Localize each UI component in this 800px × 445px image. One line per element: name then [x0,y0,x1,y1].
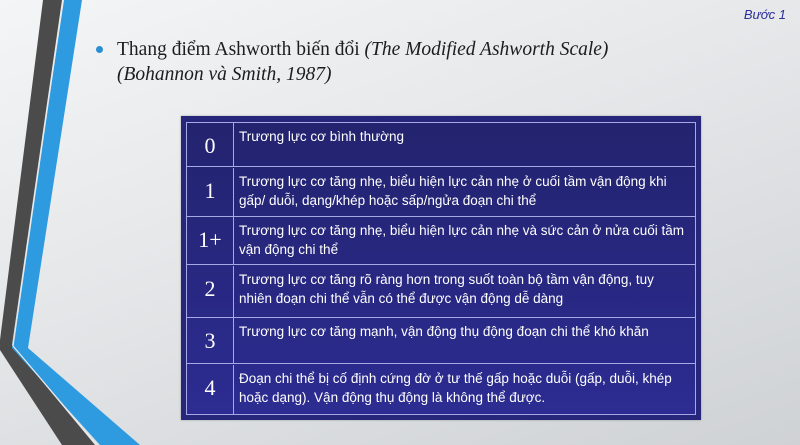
heading-citation: (Bohannon và Smith, 1987) [117,64,332,85]
heading-line-1 [96,37,696,62]
score-cell: 4 [187,365,234,415]
ashworth-scale-table [181,116,701,420]
table-inner [186,122,696,415]
heading-line-2 [96,62,696,87]
score-cell: 2 [187,266,234,317]
slide-heading [96,37,696,87]
description-cell: Trương lực cơ tăng nhẹ, biểu hiện lực cản nhẹ và sức cản ở nửa cuối tầm vận động chi thể [239,223,684,257]
table-row [187,123,695,167]
table-row [187,365,695,415]
score-cell: 3 [187,318,234,363]
description-cell: Trương lực cơ tăng nhẹ, biểu hiện lực cản nhẹ ở cuối tầm vận động khi gấp/ duỗi, dạng/khép hoặc sấp/ngửa đoạn chi thể [239,173,667,208]
table-row [187,168,695,217]
table-row [187,266,695,318]
description-cell: Đoạn chi thể bị cố định cứng đờ ở tư thế gấp hoặc duỗi (gấp, duỗi, khép hoặc dạng). Vận động thụ động là không thể được. [239,370,672,405]
description-cell: Trương lực cơ tăng mạnh, vận động thụ động đoạn chi thể khó khăn [239,324,649,339]
description-cell: Trương lực cơ tăng rõ ràng hơn trong suốt toàn bộ tầm vận động, tuy nhiên đoạn chi thể vẫn có thể được vận động dễ dàng [239,271,654,306]
score-cell: 0 [187,123,234,166]
table-row [187,217,695,265]
bullet-icon [96,46,103,53]
heading-english-title: (The Modified Ashworth Scale) [364,39,609,60]
heading-title: Thang điểm Ashworth biến đổi [117,39,365,60]
score-cell: 1 [187,168,234,216]
table-row [187,318,695,364]
step-label: Bước 1 [743,7,786,22]
description-cell: Trương lực cơ bình thường [239,129,404,144]
score-cell: 1+ [187,217,234,264]
